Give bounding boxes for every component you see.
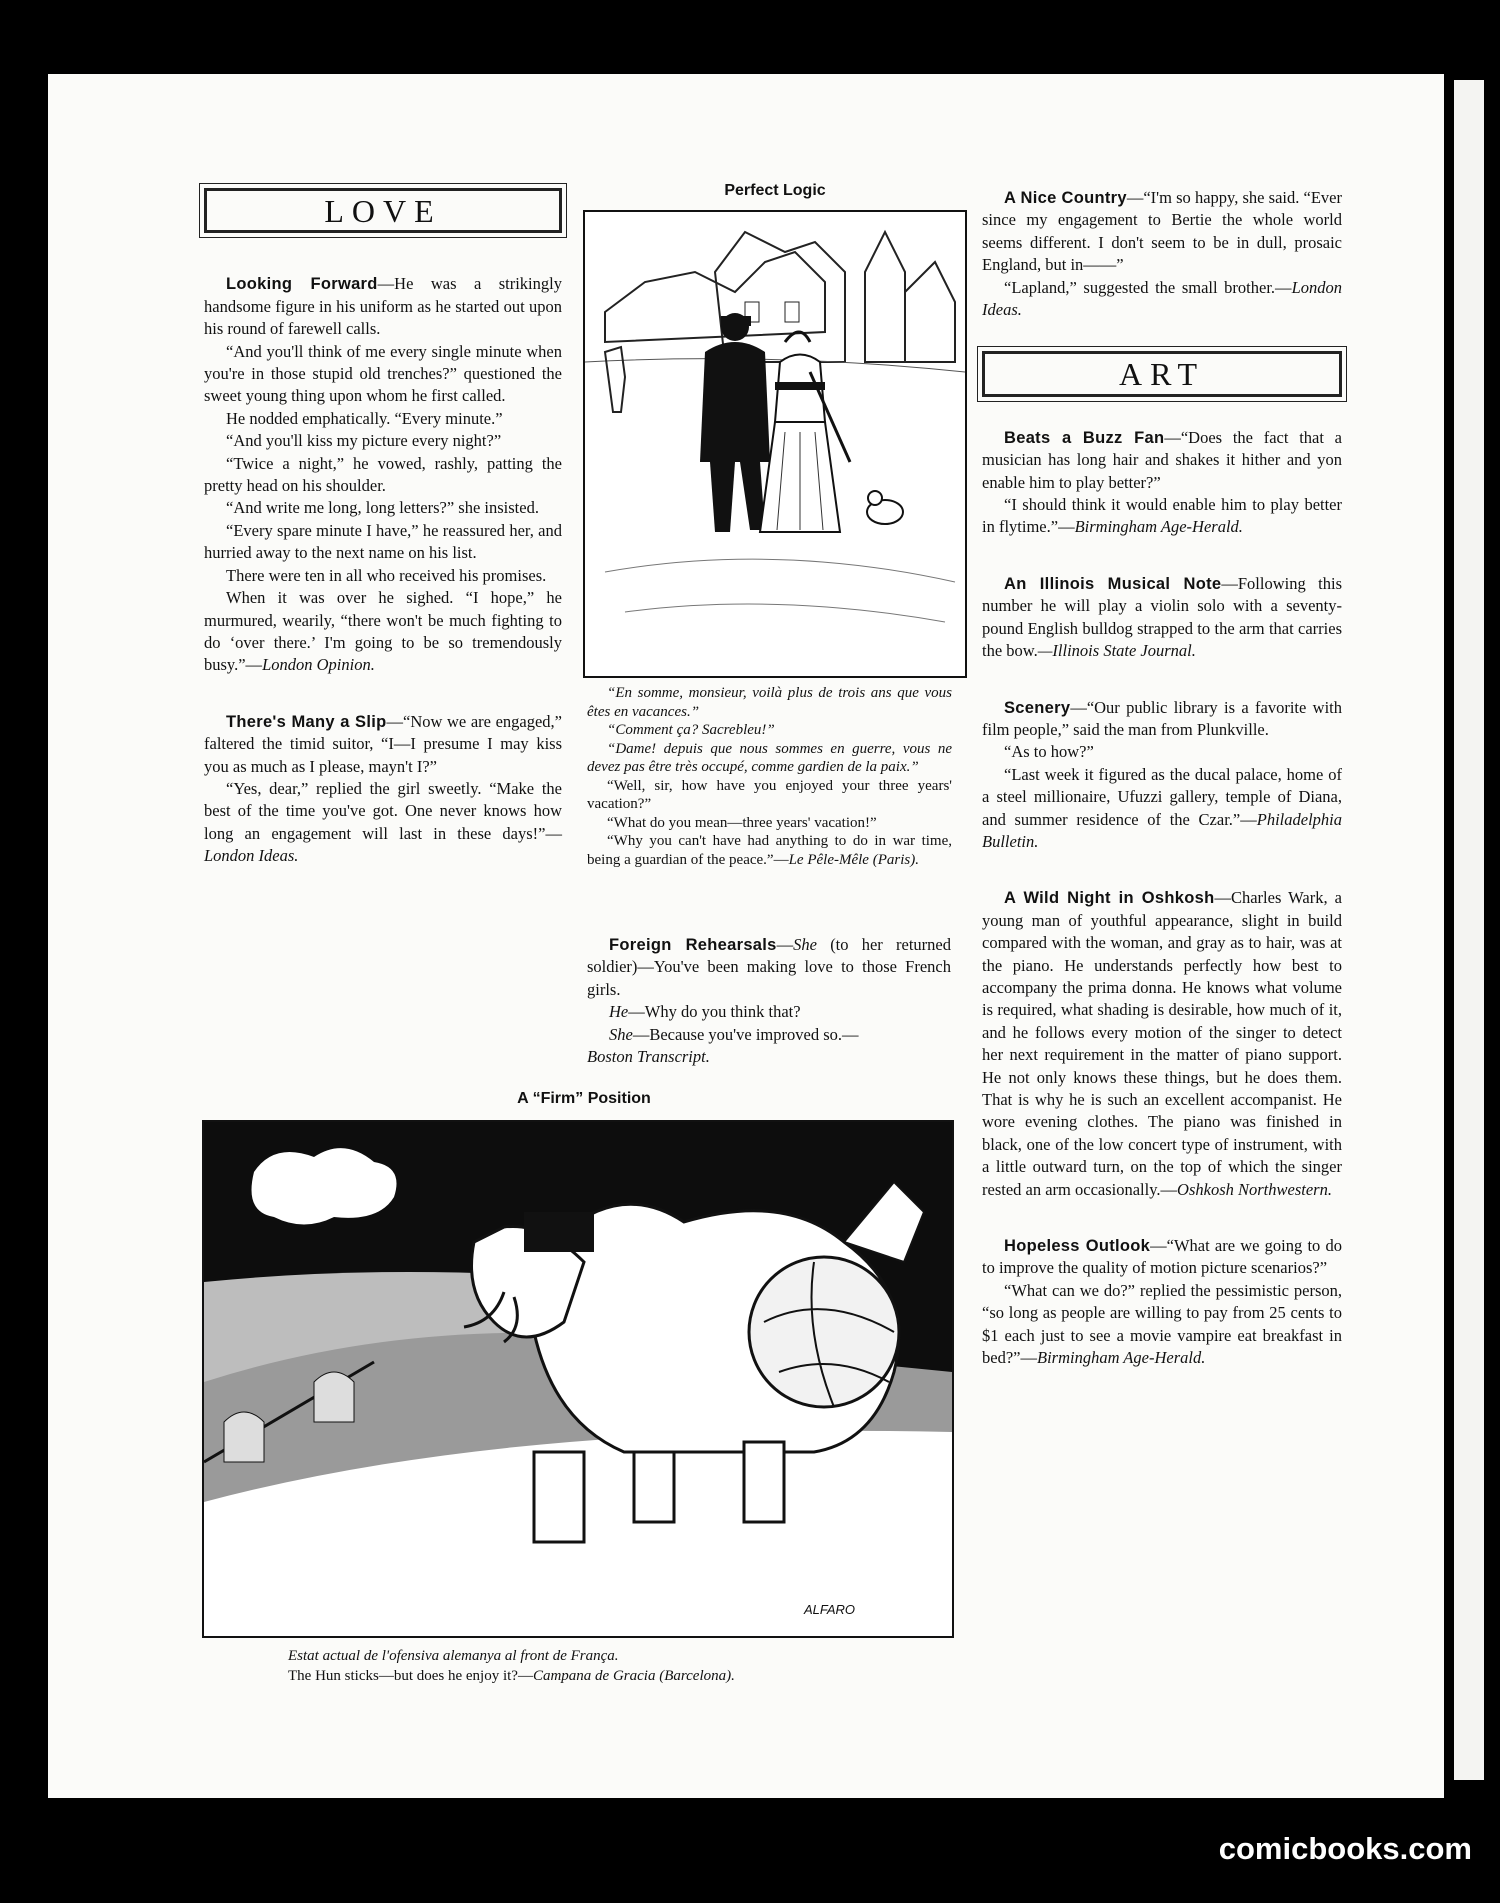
source-credit: Boston Transcript.	[587, 1047, 710, 1067]
caption-line: “Comment ça? Sacrebleu!”	[607, 722, 775, 738]
caption-line: “What do you mean—three years' vacation!”	[607, 814, 877, 831]
source-credit: Philadelphia Bulletin.	[982, 809, 1342, 851]
article-hopeless-outlook: Hopeless Outlook—“What are we going to do to improve the quality of motion picture scenarios?”	[982, 1236, 1342, 1278]
scan-speck	[1468, 10, 1473, 15]
source-credit: London Opinion.	[262, 655, 375, 675]
source-credit: London Ideas.	[982, 277, 1342, 320]
love-column	[204, 188, 562, 868]
cartoon-title-perfect-logic: Perfect Logic	[724, 182, 826, 199]
article-title: Foreign Rehearsals	[609, 936, 777, 954]
source-credit: Campana de Gracia (Barcelona).	[532, 1668, 735, 1684]
source-credit: London Ideas.	[204, 846, 299, 866]
paragraph: “And you'll think of me every single minute when you're in those stupid old trenches?” questioned the sweet young thing upon whom he first called.	[204, 341, 562, 406]
art-section-heading: ART	[982, 351, 1342, 396]
love-section-heading: LOVE	[204, 188, 562, 233]
policeman-and-lady-illustration	[585, 212, 965, 676]
caption-line: The Hun sticks—but does he enjoy it?—Campana de Gracia (Barcelona).	[288, 1668, 735, 1684]
article-title: Looking Forward	[226, 275, 378, 294]
scan-speck	[1480, 28, 1486, 34]
right-column: A Nice Country—“I'm so happy, she said. “Ever since my engagement to Bertie the whole world seems different. I don't seem to be in dull, prosaic England, but in——” “Lapland,” suggested the small brother.—London Ideas. ART Beats a Buzz Fan—“Does the fact that a musician has long hair and shakes it hither and yon enable him to play better?” “I should think it would enable him to play better in flytime.”—Birmingham Age-Herald. An Illinois Musical Note—Following this number he will play a violin solo with a seventy-pound English bulldog strapped to the arm that carries the bow.—Illinois State Journal. Scenery—“Our public library is a favorite with film people,” said the man from Plunkville. “As to how?” “Last week it figured as the ducal palace, home of a steel millionaire, Ufuzzi gallery, temple of Diana, and summer residence of the Czar.”—Philadelphia Bulletin. A Wild Night in Oshkosh—Charles Wark, a young man of youthful appearance, slight in build compared with the woman, and gray as to hair, was at the piano. He understands perfectly how best to accompany the prima donna. He knows what volume is required, what shading is desirable, how much of it, and he follows every motion of the singer to detect her next requirement in the matter of piano support. He not only knows these things, but he does them. That is why he is such an excellent accompanist. He wore evening clothes. The piano was finished in black, one of the low concert type of instrument, with a little outward turn, on the top of which the singer rested an arm occasionally.—Oshkosh Northwestern. Hopeless Outlook—“What are we going to do to improve the quality of motion picture scenarios?” “What can we do?” replied the pessimistic person, “so long as people are willing to pay from 25 cents to $1 each just to see a movie vampire eat breakfast in bed?”—Birmingham Age-Herald.	[982, 188, 1343, 1368]
article-illinois-note: An Illinois Musical Note—Following this number he will play a violin solo with a seventy-pound English bulldog strapped to the arm that carries the bow.—Illinois State Journal.	[982, 573, 1343, 661]
article-title: An Illinois Musical Note	[1004, 574, 1222, 593]
facing-page-edge	[1454, 80, 1484, 1780]
source-credit: —Illinois State Journal.	[1037, 641, 1196, 661]
article-buzz-fan: Beats a Buzz Fan—“Does the fact that a musician has long hair and shakes it hither and yon enable him to play better?”	[982, 427, 1343, 492]
article-looking-forward: Looking Forward—He was a strikingly handsome figure in his uniform as he started out upon his round of farewell calls.	[204, 274, 562, 339]
article-title: Hopeless Outlook	[1004, 1237, 1151, 1256]
article-many-a-slip: There's Many a Slip—“Now we are engaged,” faltered the timid suitor, “I—I presume I may kiss you as much as I please, mayn't I?”	[204, 711, 562, 776]
caption-line: “Dame! depuis que nous sommes en guerre, vous ne devez pas être très occupé, comme gardien de la paix.”	[587, 740, 952, 775]
caption-line: “Well, sir, how have you enjoyed your three years' vacation?”	[587, 777, 952, 812]
hun-stuck-illustration	[204, 1122, 952, 1636]
paragraph: “Every spare minute I have,” he reassured her, and hurried away to the next name on his list.	[204, 520, 562, 563]
article-title: Scenery	[1004, 698, 1071, 717]
article-title: There's Many a Slip	[226, 712, 387, 731]
firm-position-caption	[288, 1646, 908, 1686]
paragraph: “Twice a night,” he vowed, rashly, patting the pretty head on his shoulder.	[204, 453, 562, 496]
scan-speck	[1490, 1114, 1497, 1121]
paragraph: “And write me long, long letters?” she insisted.	[226, 498, 539, 518]
source-credit: Oshkosh Northwestern.	[1177, 1179, 1332, 1199]
paragraph: He nodded emphatically. “Every minute.”	[226, 408, 503, 428]
article-title: Beats a Buzz Fan	[1004, 428, 1165, 447]
cartoon-title-firm-position: A “Firm” Position	[517, 1090, 651, 1107]
cartoon-firm-position	[202, 1120, 954, 1638]
perfect-logic-caption	[587, 684, 952, 869]
article-title: A Wild Night in Oshkosh	[1004, 889, 1215, 908]
article-nice-country: A Nice Country—“I'm so happy, she said. “Ever since my engagement to Bertie the whole world seems different. I don't seem to be in dull, prosaic England, but in——”	[982, 188, 1342, 275]
paragraph: “Yes, dear,” replied the girl sweetly. “Make the best of the time you've got. One never knows how long an engagement will last in these days!”—London Ideas.	[204, 778, 562, 866]
cartoon-perfect-logic	[583, 210, 967, 678]
artist-signature: ALFARO	[804, 1602, 856, 1617]
source-credit: Le Pêle-Mêle (Paris).	[788, 851, 919, 868]
paragraph: “And you'll kiss my picture every night?”	[226, 431, 502, 451]
paragraph: There were ten in all who received his promises.	[226, 565, 547, 585]
source-credit: Birmingham Age-Herald.	[1036, 1348, 1206, 1368]
article-wild-night: A Wild Night in Oshkosh—Charles Wark, a young man of youthful appearance, slight in build compared with the woman, and gray as to hair, was at the piano. He understands perfectly how best to accompany the prima donna. He knows what volume is required, what shading is desirable, how much of it, and he follows every motion of the singer to detect her next requirement in the matter of piano support. He not only knows these things, but he does them. That is why he is such an excellent accompanist. He wore evening clothes. The piano was finished in black, one of the low concert type of instrument, with a little outward turn, on the top of which the singer rested an arm occasionally.—Oshkosh Northwestern.	[982, 888, 1343, 1199]
caption-line: “Why you can't have had anything to do in war time, being a guardian of the peace.”—Le Pêle-Mêle (Paris).	[587, 833, 952, 868]
foreign-rehearsals-article: Foreign Rehearsals—She (to her returned soldier)—You've been making love to those French girls. He—Why do you think that? She—Because you've improved so.— Boston Transcript.	[587, 935, 951, 1067]
watermark-logo: comicbooks.com	[1218, 1831, 1472, 1866]
paragraph: When it was over he sighed. “I hope,” he murmured, wearily, “there won't be much fighting to do ‘over there.’ I'm going to be so tremendously busy.”—London Opinion.	[204, 588, 562, 675]
article-scenery: Scenery—“Our public library is a favorite with film people,” said the man from Plunkville.	[982, 697, 1342, 739]
article-title: A Nice Country	[1004, 189, 1127, 207]
caption-line: “En somme, monsieur, voilà plus de trois ans que vous êtes en vacances.”	[587, 685, 952, 720]
source-credit: Birmingham Age-Herald.	[1074, 517, 1243, 537]
caption-line: Estat actual de l'ofensiva alemanya al front de França.	[288, 1648, 619, 1664]
